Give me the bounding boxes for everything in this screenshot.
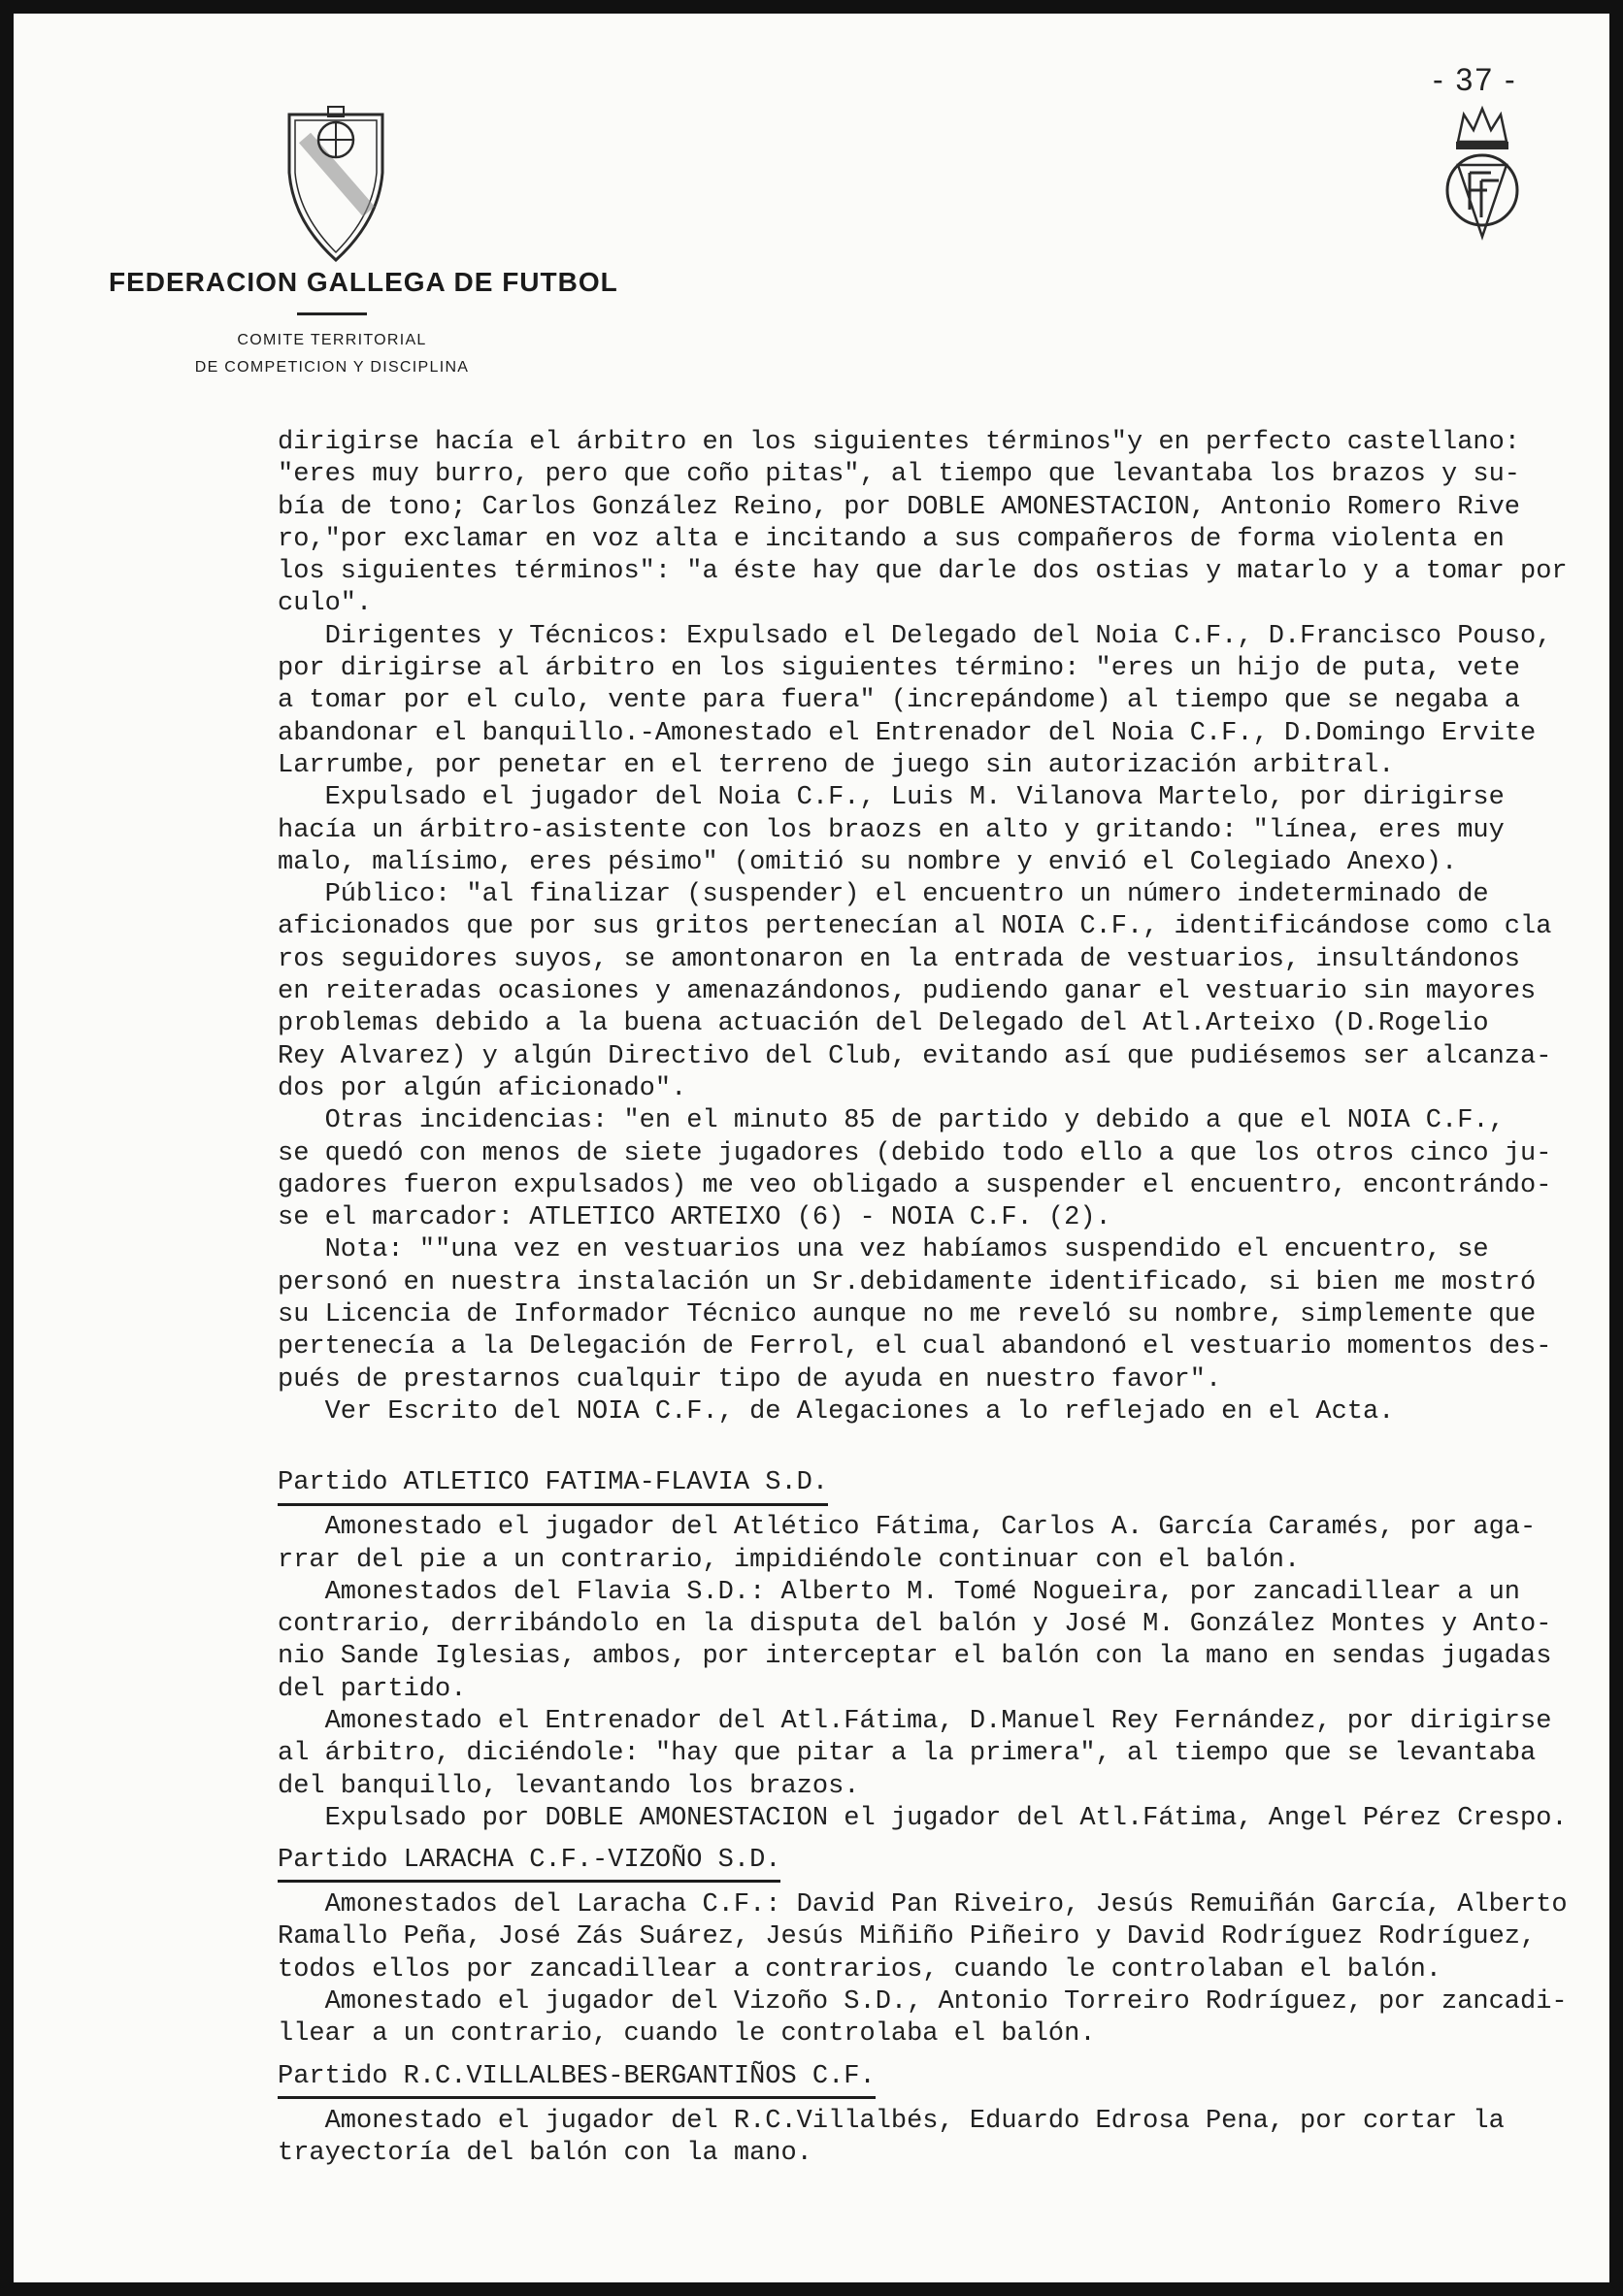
text-line: se quedó con menos de siete jugadores (debido todo ello a que los otros cinco ju- bbox=[278, 1138, 1552, 1168]
text-line: Expulsado el jugador del Noia C.F., Luis M. Vilanova Martelo, por dirigirse bbox=[278, 783, 1505, 813]
text-line: trayectoría del balón con la mano. bbox=[278, 2138, 812, 2168]
text-line: "eres muy burro, pero que coño pitas", al tiempo que levantaba los brazos y su- bbox=[278, 460, 1521, 490]
text-line: hacía un árbitro-asistente con los braozs en alto y gritando: "línea, eres muy bbox=[278, 815, 1505, 845]
report-body bbox=[278, 427, 1609, 2170]
crowned-federation-crest-icon bbox=[1437, 101, 1528, 243]
text-line: Larrumbe, por penetar en el terreno de juego sin autorización arbitral. bbox=[278, 750, 1395, 780]
document-page bbox=[14, 14, 1609, 2282]
text-line: pertenecía a la Delegación de Ferrol, el cual abandonó el vestuario momentos des- bbox=[278, 1332, 1552, 1362]
text-line: pués de prestarnos cualquir tipo de ayuda en nuestro favor". bbox=[278, 1364, 1222, 1394]
text-line: por dirigirse al árbitro en los siguientes término: "eres un hijo de puta, vete bbox=[278, 654, 1521, 684]
text-line: al árbitro, diciéndole: "hay que pitar a la primera", al tiempo que se levantaba bbox=[278, 1739, 1537, 1769]
match-section-villalbes-bergantinos bbox=[278, 2061, 1609, 2171]
text-line: del banquillo, levantando los brazos. bbox=[278, 1771, 860, 1801]
text-line: Nota: ""una vez en vestuarios una vez habíamos suspendido el encuentro, se bbox=[278, 1235, 1489, 1265]
text-line: del partido. bbox=[278, 1674, 467, 1704]
federation-shield-icon bbox=[285, 105, 386, 264]
text-line: llear a un contrario, cuando le controlaba el balón. bbox=[278, 2019, 1096, 2050]
text-line: Amonestado el jugador del R.C.Villalbés, Eduardo Edrosa Pena, por cortar la bbox=[278, 2106, 1505, 2136]
text-line: Ramallo Peña, José Zás Suárez, Jesús Miñiño Piñeiro y David Rodríguez Rodríguez, bbox=[278, 1922, 1537, 1952]
text-line: los siguientes términos": "a éste hay que darle dos ostias y matarlo y a tomar por bbox=[278, 557, 1568, 587]
match-section-laracha-vizono bbox=[278, 1845, 1609, 2050]
text-line: malo, malísimo, eres pésimo" (omitió su nombre y envió el Colegiado Anexo). bbox=[278, 847, 1458, 877]
text-line: en reiteradas ocasiones y amenazándonos, pudiendo ganar el vestuario sin mayores bbox=[278, 977, 1537, 1007]
text-line: Dirigentes y Técnicos: Expulsado el Delegado del Noia C.F., D.Francisco Pouso, bbox=[278, 621, 1552, 651]
text-line: ros seguidores suyos, se amontonaron en la entrada de vestuarios, insultándonos bbox=[278, 944, 1521, 974]
text-line: Amonestado el jugador del Vizoño S.D., Antonio Torreiro Rodríguez, por zancadi- bbox=[278, 1987, 1568, 2017]
match-heading: Partido LARACHA C.F.-VIZOÑO S.D. bbox=[278, 1845, 780, 1883]
text-line: gadores fueron expulsados) me veo obligado a suspender el encuentro, encontrándo- bbox=[278, 1170, 1552, 1200]
text-line: Amonestados del Laracha C.F.: David Pan Riveiro, Jesús Remuiñán García, Alberto bbox=[278, 1890, 1568, 1920]
text-line: aficionados que por sus gritos pertenecían al NOIA C.F., identificándose como cla bbox=[278, 912, 1552, 942]
text-line: a tomar por el culo, vente para fuera" (increpándome) al tiempo que se negaba a bbox=[278, 686, 1521, 716]
match-section-fatima-flavia bbox=[278, 1467, 1609, 1835]
match-heading: Partido ATLETICO FATIMA-FLAVIA S.D. bbox=[278, 1467, 828, 1505]
committee-line-2: DE COMPETICION Y DISCIPLINA bbox=[194, 359, 470, 376]
text-line: ro,"por exclamar en voz alta e incitando a sus compañeros de forma violenta en bbox=[278, 524, 1505, 554]
header-divider bbox=[297, 312, 367, 315]
committee-line-1: COMITE TERRITORIAL bbox=[237, 332, 427, 348]
text-line: dos por algún aficionado". bbox=[278, 1073, 687, 1103]
text-line: Amonestado el Entrenador del Atl.Fátima, D.Manuel Rey Fernández, por dirigirse bbox=[278, 1706, 1552, 1736]
text-line: rrar del pie a un contrario, impidiéndole continuar con el balón. bbox=[278, 1545, 1301, 1575]
text-line: su Licencia de Informador Técnico aunque no me reveló su nombre, simplemente que bbox=[278, 1300, 1537, 1330]
federation-header bbox=[109, 266, 618, 381]
text-line: bía de tono; Carlos González Reino, por DOBLE AMONESTACION, Antonio Romero Rive bbox=[278, 492, 1521, 522]
text-line: Expulsado por DOBLE AMONESTACION el jugador del Atl.Fátima, Angel Pérez Crespo. bbox=[278, 1803, 1568, 1833]
text-line: dirigirse hacía el árbitro en los siguientes términos"y en perfecto castellano: bbox=[278, 428, 1521, 457]
federation-name: FEDERACION GALLEGA DE FUTBOL bbox=[109, 267, 618, 297]
intro-paragraphs bbox=[278, 427, 1609, 1428]
text-line: problemas debido a la buena actuación del Delegado del Atl.Arteixo (D.Rogelio bbox=[278, 1009, 1489, 1039]
text-line: todos ellos por zancadillear a contrarios, cuando le controlaban el balón. bbox=[278, 1954, 1441, 1984]
text-line: nio Sande Iglesias, ambos, por interceptar el balón con la mano en sendas jugadas bbox=[278, 1642, 1552, 1672]
text-line: Ver Escrito del NOIA C.F., de Alegaciones a lo reflejado en el Acta. bbox=[278, 1396, 1395, 1427]
match-heading: Partido R.C.VILLALBES-BERGANTIÑOS C.F. bbox=[278, 2061, 876, 2099]
text-line: abandonar el banquillo.-Amonestado el Entrenador del Noia C.F., D.Domingo Ervite bbox=[278, 718, 1537, 748]
text-line: personó en nuestra instalación un Sr.debidamente identificado, si bien me mostró bbox=[278, 1267, 1537, 1297]
page-number: - 37 - bbox=[1433, 62, 1517, 97]
text-line: Otras incidencias: "en el minuto 85 de partido y debido a que el NOIA C.F., bbox=[278, 1106, 1505, 1136]
text-line: Rey Alvarez) y algún Directivo del Club, evitando así que pudiésemos ser alcanza- bbox=[278, 1041, 1552, 1071]
text-line: contrario, derribándolo en la disputa del balón y José M. González Montes y Anto- bbox=[278, 1610, 1552, 1640]
text-line: Amonestados del Flavia S.D.: Alberto M. Tomé Nogueira, por zancadillear a un bbox=[278, 1577, 1521, 1607]
text-line: culo". bbox=[278, 589, 373, 619]
text-line: Público: "al finalizar (suspender) el encuentro un número indeterminado de bbox=[278, 880, 1489, 910]
text-line: se el marcador: ATLETICO ARTEIXO (6) - NOIA C.F. (2). bbox=[278, 1203, 1111, 1233]
text-line: Amonestado el jugador del Atlético Fátima, Carlos A. García Caramés, por aga- bbox=[278, 1513, 1537, 1543]
